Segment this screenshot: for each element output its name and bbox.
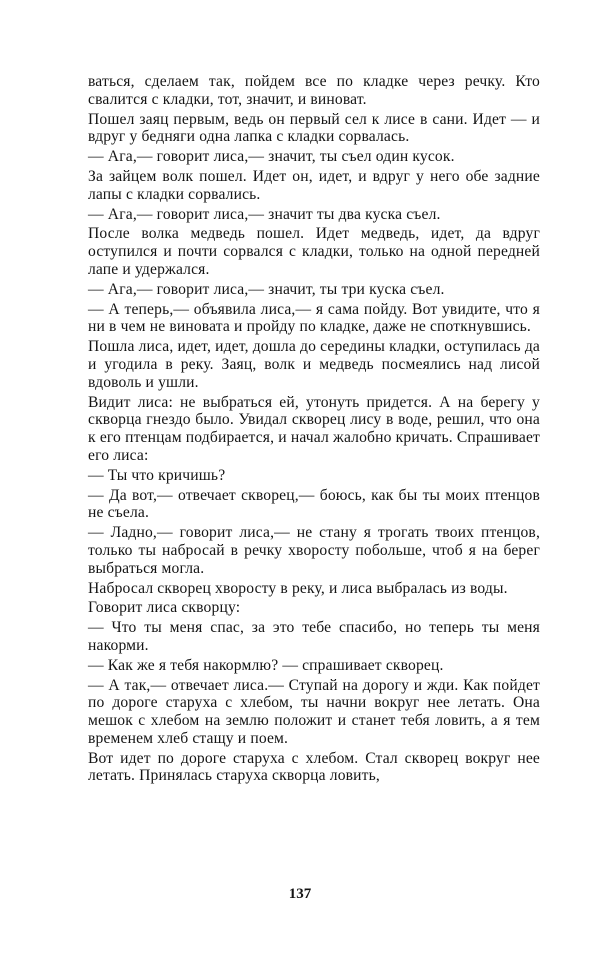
text-line: Вот идет по дороге старуха с хлебом. Стал скворец вокруг нее летать. Принялась старуха скворца ловить, bbox=[88, 749, 540, 785]
paragraph-19 bbox=[88, 750, 540, 786]
text-line: ваться, сделаем так, пойдем все по кладке через речку. Кто свалится с кладки, тот, значит, и виноват. bbox=[88, 73, 540, 108]
text-line: Видит лиса: не выбраться ей, утонуть придется. А на берегу у скворца гнездо было. Увидал скворец лису в воде, решил, что она к его птенцам подбирается, и начал жалобно кричать. Спрашивает его лиса: bbox=[88, 393, 540, 464]
text-line: После волка медведь пошел. Идет медведь, идет, да вдруг оступился и почти сорвался с кладки, только на одной передней лапе и удержался. bbox=[88, 225, 540, 278]
text-line: — Ладно,— говорит лиса,— не стану я трогать твоих птенцов, только ты набросай в речку хворосту побольше, чтоб я на берег выбраться могла. bbox=[88, 524, 540, 577]
paragraph-15 bbox=[88, 599, 540, 617]
paragraph-18 bbox=[88, 677, 540, 748]
text-line: Пошел заяц первым, ведь он первый сел к лисе в сани. Идет — и вдруг у бедняги одна лапка с кладки сорвалась. bbox=[88, 110, 540, 146]
paragraph-7 bbox=[88, 281, 540, 299]
paragraph-12 bbox=[88, 487, 540, 523]
text-line: — Что ты меня спас, за это тебе спасибо, но теперь ты меня накорми. bbox=[88, 619, 540, 654]
paragraph-3 bbox=[88, 148, 540, 166]
paragraph-9 bbox=[88, 338, 540, 391]
text-line: — А так,— отвечает лиса.— Ступай на дорогу и жди. Как пойдет по дороге старуха с хлебом, ты начни вокруг нее летать. Она мешок с хлебом на землю положит и станет тебя ловить, а я тем временем хлеб стащу и поем. bbox=[88, 676, 540, 747]
paragraph-5 bbox=[88, 206, 540, 224]
text-line: Набросал скворец хворосту в реку, и лиса выбралась из воды. bbox=[88, 579, 508, 597]
text-line: — Да вот,— отвечает скворец,— боюсь, как бы ты моих птенцов не съела. bbox=[88, 486, 540, 522]
text-line: — Ты что кричишь? bbox=[88, 466, 226, 484]
text-line: — А теперь,— объявила лиса,— я сама пойду. Вот увидите, что я ни в чем не виновата и пройду по кладке, даже не споткнувшись. bbox=[88, 300, 540, 336]
paragraph-1 bbox=[88, 73, 540, 109]
text-line: — Ага,— говорит лиса,— значит, ты три куска съел. bbox=[88, 280, 445, 298]
text-line: — Ага,— говорит лиса,— значит ты два куска съел. bbox=[88, 205, 441, 223]
paragraph-17 bbox=[88, 657, 540, 675]
paragraph-11 bbox=[88, 467, 540, 485]
paragraph-16 bbox=[88, 619, 540, 655]
text-line: — Ага,— говорит лиса,— значит, ты съел один кусок. bbox=[88, 148, 455, 166]
paragraph-14 bbox=[88, 580, 540, 598]
paragraph-4 bbox=[88, 168, 540, 204]
paragraph-6 bbox=[88, 225, 540, 278]
paragraph-2 bbox=[88, 111, 540, 147]
text-line: Пошла лиса, идет, идет, дошла до середины кладки, оступилась да и угодила в реку. Заяц, волк и медведь посмеялись над лисой вдоволь и ушли. bbox=[88, 338, 540, 391]
text-line: Говорит лиса скворцу: bbox=[88, 599, 241, 617]
text-line: — Как же я тебя накормлю? — спрашивает скворец. bbox=[88, 656, 444, 674]
paragraph-13 bbox=[88, 524, 540, 577]
text-line: За зайцем волк пошел. Идет он, идет, и вдруг у него обе задние лапы с кладки сорвались. bbox=[88, 167, 540, 203]
paragraph-8 bbox=[88, 301, 540, 337]
page-text bbox=[88, 73, 540, 787]
paragraph-10 bbox=[88, 394, 540, 465]
page-number: 137 bbox=[288, 886, 312, 902]
